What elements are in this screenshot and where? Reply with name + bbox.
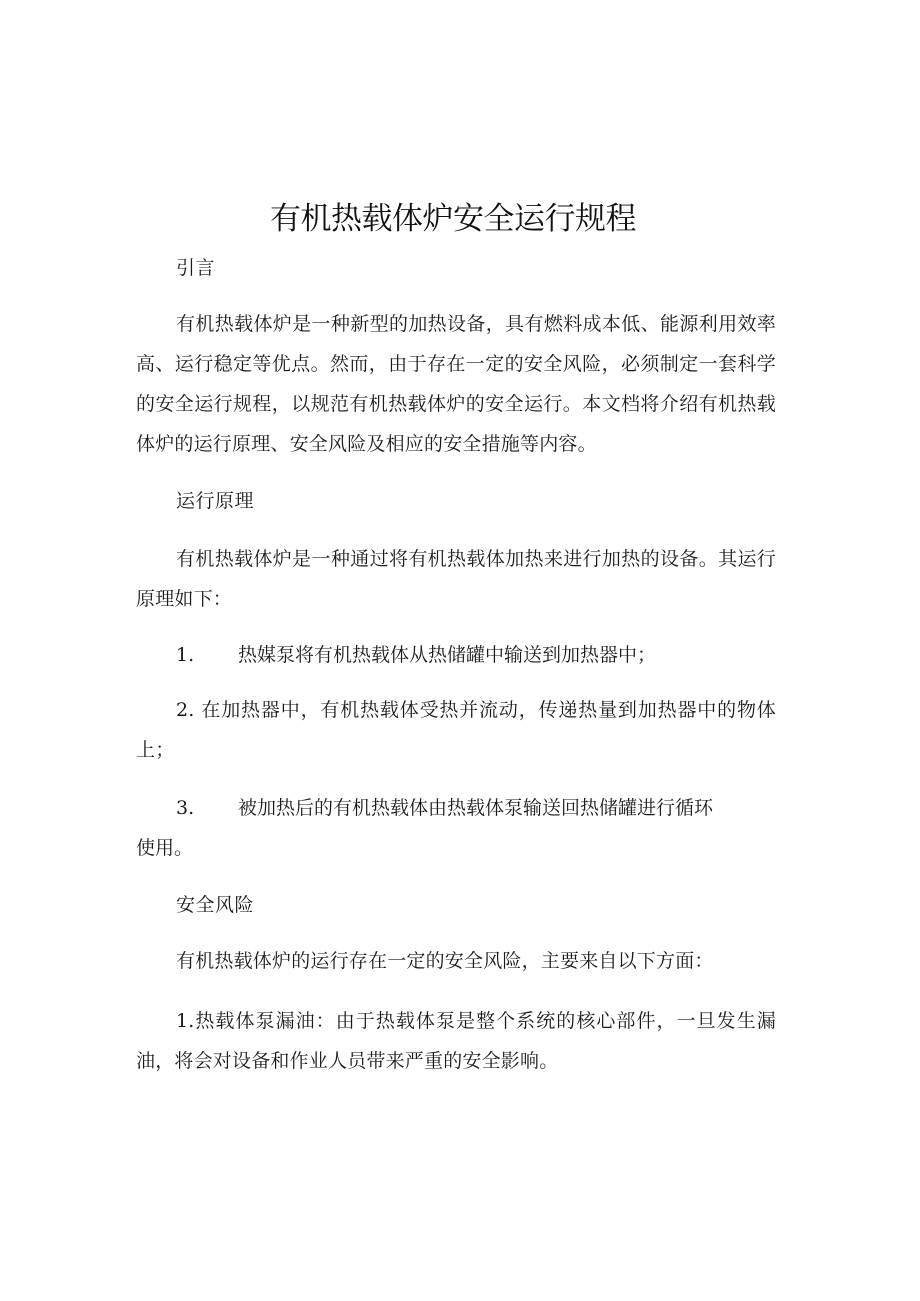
section-heading-risk: 安全风险 — [176, 894, 255, 916]
list-item — [176, 635, 776, 675]
list-item-text: 被加热后的有机热载体由热载体泵输送回热储罐进行循环 — [238, 797, 714, 819]
list-item-number: 1. — [176, 644, 195, 666]
section-heading-principle: 运行原理 — [176, 490, 255, 512]
section-heading-intro: 引言 — [176, 257, 216, 279]
list-item — [176, 788, 776, 828]
list-item — [136, 690, 776, 770]
risk-item-1: 1.热载体泵漏油：由于热载体泵是整个系统的核心部件，一旦发生漏油，将会对设备和作业人员带来严重的安全影响。 — [136, 1010, 776, 1072]
intro-paragraph: 有机热载体炉是一种新型的加热设备，具有燃料成本低、能源利用效率高、运行稳定等优点。然而，由于存在一定的安全风险，必须制定一套科学的安全运行规程，以规范有机热载体炉的安全运行。本文档将介绍有机热载体炉的运行原理、安全风险及相应的安全措施等内容。 — [136, 313, 776, 455]
list-item-number: 3. — [176, 797, 195, 819]
document-title: 有机热载体炉安全运行规程 — [270, 201, 636, 237]
list-item-text: 热媒泵将有机热载体从热储罐中输送到加热器中； — [238, 644, 657, 666]
list-item-number: 2. — [176, 699, 195, 721]
list-item-text: 在加热器中，有机热载体受热并流动，传递热量到加热器中的物体上； — [136, 699, 776, 761]
list-item-continuation: 使用。 — [136, 837, 194, 859]
risk-paragraph: 有机热载体炉的运行存在一定的安全风险，主要来自以下方面： — [176, 950, 714, 972]
principle-paragraph: 有机热载体炉是一种通过将有机热载体加热来进行加热的设备。其运行原理如下： — [136, 548, 776, 610]
